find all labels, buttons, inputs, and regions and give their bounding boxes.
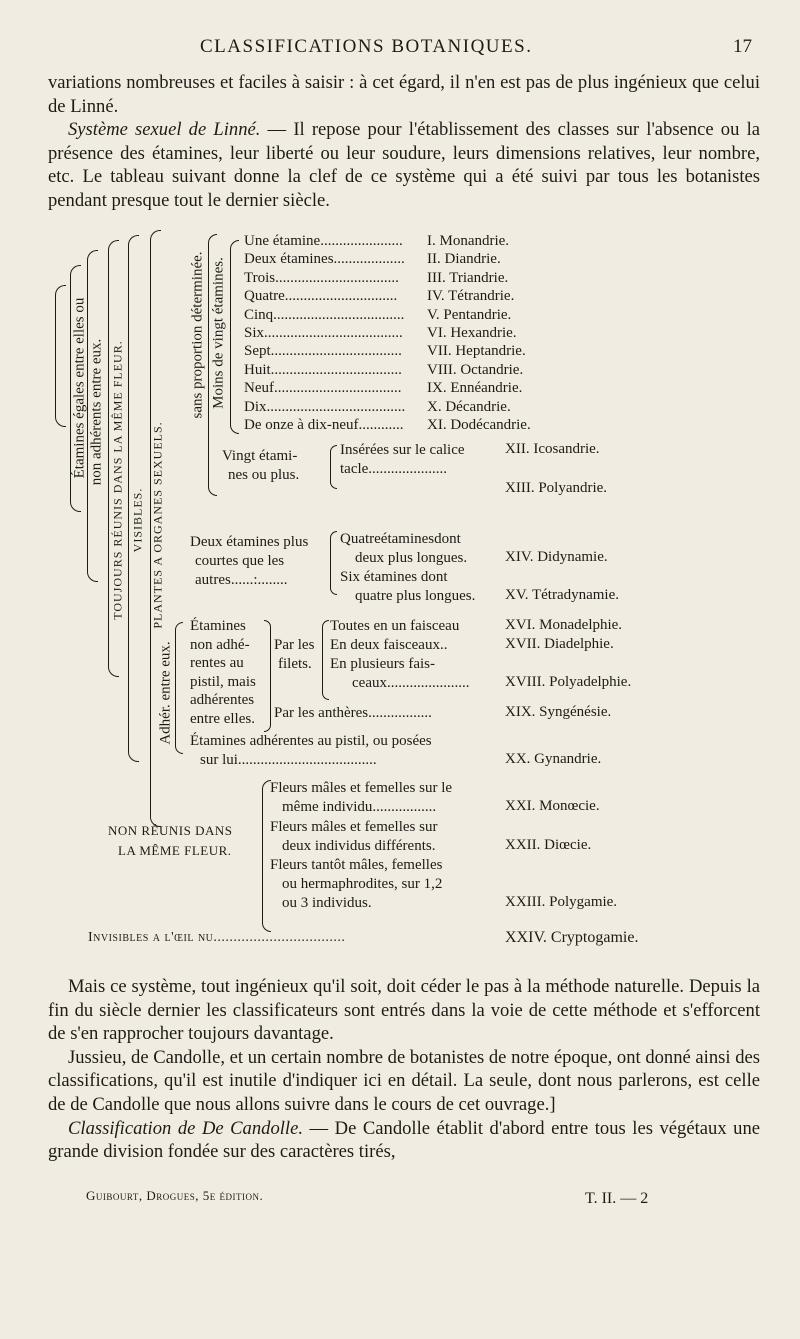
- row-iv: [244, 287, 764, 305]
- label-adher: Adhér. entre eux.: [157, 641, 174, 745]
- opt-adel-4: Par les anthères.................: [274, 705, 432, 721]
- running-title: CLASSIFICATIONS BOTANIQUES.: [200, 36, 533, 57]
- row-class: V. Pentandrie.: [427, 306, 512, 323]
- rows-i-xi: [244, 232, 764, 434]
- page-number: 17: [733, 36, 752, 57]
- opt-adel-3b: ceaux......................: [352, 675, 470, 691]
- opt-nr-3c: ou 3 individus.: [282, 895, 372, 911]
- cls-xx: XX. Gynandrie.: [505, 751, 602, 767]
- cls-xiii: XIII. Polyandrie.: [505, 480, 608, 496]
- row-v: [244, 306, 764, 324]
- opt-didyn-2a: Six étamines dont: [340, 569, 448, 585]
- opt-didyn-2b: quatre plus longues.: [355, 588, 476, 604]
- row-label: Neuf..................................: [244, 380, 402, 397]
- row-label: Dix.....................................: [244, 398, 406, 415]
- adel-col-1: [190, 617, 256, 729]
- opt-nr-2a: Fleurs mâles et femelles sur: [270, 819, 438, 835]
- intro-paragraph: variations nombreuses et faciles à saisir : à cet égard, il n'en est pas de plus ingénieux que celui de Linné.: [48, 72, 760, 117]
- adel-line: adhérentes: [190, 692, 255, 709]
- label-moins-vingt: Moins de vingt étamines.: [210, 257, 227, 409]
- adel-col-2b: filets.: [278, 656, 312, 672]
- opt-adel-1: Toutes en un faisceau: [330, 618, 460, 634]
- row-class: VI. Hexandrie.: [427, 324, 517, 341]
- row-label: Trois.................................: [244, 269, 399, 286]
- cls-xviii: XVIII. Polyadelphie.: [505, 674, 632, 690]
- opt-didyn-1a: Quatreétaminesdont: [340, 531, 461, 547]
- row-vi: [244, 324, 764, 342]
- opt-nr-3a: Fleurs tantôt mâles, femelles: [270, 857, 443, 873]
- row-label: Deux étamines...................: [244, 251, 405, 268]
- opt-vingt-1: Insérées sur le calice: [340, 442, 465, 458]
- cls-xii: XII. Icosandrie.: [505, 441, 600, 457]
- body-block: [48, 975, 760, 1164]
- opt-didyn-1b: deux plus longues.: [355, 550, 468, 566]
- row-label: Six.....................................: [244, 324, 403, 341]
- row-class: XI. Dodécandrie.: [427, 416, 531, 433]
- row-label: Cinq...................................: [244, 306, 405, 323]
- adel-line: non adhé-: [190, 636, 250, 653]
- label-egales-1: Étamines égales entre elles ou: [71, 297, 88, 479]
- row-label: Sept...................................: [244, 343, 402, 360]
- row-class: X. Décandrie.: [427, 398, 511, 415]
- row-label: Quatre..............................: [244, 288, 398, 305]
- label-non-reunis-1: NON RÉUNIS DANS: [108, 823, 233, 838]
- cls-xv: XV. Tétradynamie.: [505, 587, 620, 603]
- brace-adel-col-1: [264, 620, 271, 732]
- cls-xxi: XXI. Monœcie.: [505, 798, 600, 814]
- adel-col-2a: Par les: [274, 637, 315, 653]
- label-didyn-1: Deux étamines plus: [190, 534, 309, 550]
- row-label: De onze à dix-neuf............: [244, 416, 404, 433]
- label-vingt-2: nes ou plus.: [228, 467, 300, 483]
- footer-right: T. II. — 2: [585, 1190, 649, 1207]
- cls-xvii: XVII. Diadelphie.: [505, 636, 614, 652]
- candolle-text: — De Candolle établit d'abord entre tous les végétaux une grande division fondée sur des caractères tirés,: [48, 1117, 760, 1163]
- row-ix: [244, 379, 764, 397]
- row-x: [244, 398, 764, 416]
- opt-adel-2: En deux faisceaux..: [330, 637, 448, 653]
- row-iii: [244, 269, 764, 287]
- body-paragraph-2: Jussieu, de Candolle, et un certain nombre de botanistes de notre époque, ont donné ainsi des classifications, qu'il est inutile d'indiquer ici en détail. La seule, dont nous parlerons, est celle de de Candolle que nous allons suivre dans le cours de cet ouvrage.]: [48, 1046, 760, 1115]
- row-i: [244, 232, 764, 250]
- opt-nr-2b: deux individus différents.: [282, 838, 436, 854]
- row-label: Huit...................................: [244, 361, 402, 378]
- label-didyn-3: autres......:........: [195, 572, 288, 588]
- brace-moins-vingt-inner: [230, 240, 239, 434]
- row-viii: [244, 361, 764, 379]
- opt-adel-3a: En plusieurs fais-: [330, 656, 435, 672]
- row-label: Une étamine......................: [244, 233, 403, 249]
- label-visibles: VISIBLES.: [130, 487, 145, 553]
- adel-line: rentes au: [190, 655, 244, 672]
- brace-adel-col-2: [322, 620, 329, 700]
- brace-adher: [175, 622, 183, 754]
- label-didyn-2: courtes que les: [195, 553, 285, 569]
- cls-xxiii: XXIII. Polygamie.: [505, 894, 618, 910]
- cls-xiv: XIV. Didynamie.: [505, 549, 608, 565]
- body-paragraph-3: [48, 1117, 760, 1164]
- linne-text: — Il repose pour l'établissement des classes sur l'absence ou la présence des étamines, leur liberté ou leur soudure, leurs dimensions relatives, leur nombre, etc. Le tableau suivant donne la clef de ce système qui a été suivi par tous les botanistes pendant presque tout le dernier siècle.: [48, 119, 760, 211]
- row-class: IX. Ennéandrie.: [427, 380, 523, 397]
- cls-xvi: XVI. Monadelphie.: [505, 617, 623, 633]
- row-class: VII. Heptandrie.: [427, 343, 526, 360]
- row-xi: [244, 416, 764, 434]
- footer-left: Guibourt, Drogues, 5e édition.: [86, 1188, 264, 1203]
- body-paragraph-1: Mais ce système, tout ingénieux qu'il soit, doit céder le pas à la méthode naturelle. Depuis la fin du siècle dernier les classificateurs sont entrés dans la voie de cette méthode et s'efforcent de s'en rapprocher toujours davantage.: [48, 976, 760, 1045]
- candolle-title: Classification de De Candolle.: [68, 1117, 303, 1139]
- linne-title: Système sexuel de Linné.: [68, 119, 261, 141]
- row-class: III. Triandrie.: [427, 269, 509, 286]
- adel-line: entre elles.: [190, 710, 255, 727]
- row-class: IV. Tétrandrie.: [427, 288, 515, 305]
- opt-nr-1a: Fleurs mâles et femelles sur le: [270, 780, 453, 796]
- cls-xxii: XXII. Diœcie.: [505, 837, 592, 853]
- row-ii: [244, 250, 764, 268]
- label-sexuels: PLANTES A ORGANES SEXUELS.: [150, 421, 165, 629]
- invisibles-label: Invisibles a l'œil nu.................................: [88, 930, 346, 945]
- label-non-reunis-2: LA MÊME FLEUR.: [118, 843, 232, 858]
- brace-egales-inner: [208, 234, 217, 496]
- brace-vingt: [330, 445, 337, 489]
- opt-nr-1b: même individu.................: [282, 799, 437, 815]
- opt-vingt-2a: tacle.....................: [340, 461, 448, 477]
- label-reunis: TOUJOURS RÉUNIS DANS LA MÊME FLEUR.: [110, 340, 125, 620]
- label-vingt-1: Vingt étami-: [222, 448, 298, 464]
- adel-line: Étamines: [190, 618, 246, 634]
- cls-xix: XIX. Syngénésie.: [505, 704, 612, 720]
- label-non-adh: non adhérents entre eux.: [88, 338, 105, 486]
- brace-moins-vingt: [55, 285, 66, 427]
- label-egales-2: sans proportion déterminée.: [189, 251, 206, 419]
- gyn-text-2: sur lui.....................................: [200, 752, 377, 768]
- cls-xxiv: XXIV. Cryptogamie.: [505, 929, 639, 946]
- row-vii: [244, 342, 764, 360]
- opt-nr-3b: ou hermaphrodites, sur 1,2: [282, 876, 443, 892]
- row-class: VIII. Octandrie.: [427, 361, 524, 378]
- adel-line: pistil, mais: [190, 673, 256, 690]
- brace-didyn: [330, 531, 337, 595]
- row-class: I. Monandrie.: [427, 233, 510, 249]
- row-class: II. Diandrie.: [427, 251, 501, 268]
- gyn-text-1: Étamines adhérentes au pistil, ou posées: [190, 733, 432, 749]
